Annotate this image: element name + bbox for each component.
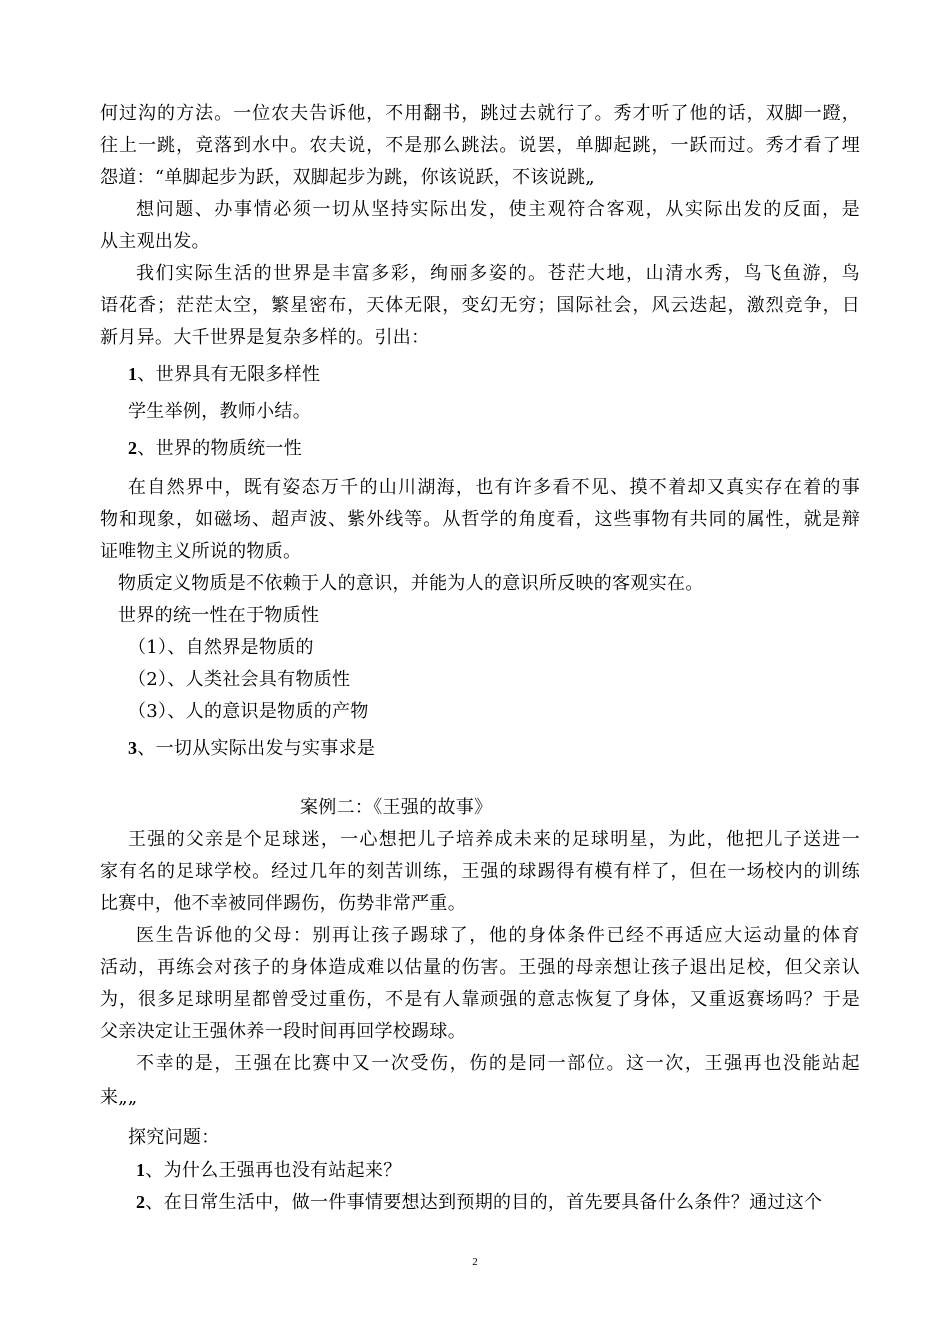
paragraph-line: 王强的父亲是个足球迷，一心想把儿子培养成未来的足球明星，为此，他把儿子送进一 xyxy=(128,829,860,850)
section-heading-2: 2、世界的物质统一性 xyxy=(128,438,303,459)
paragraph-line: 怨道：“单脚起步为跃，双脚起步为跳，你该说跃，不该说跳„ xyxy=(100,167,595,188)
paragraph-line: 来„„ xyxy=(100,1087,138,1108)
case-title: 案例二：《王强的故事》 xyxy=(300,797,493,818)
list-item: （2）、人类社会具有物质性 xyxy=(128,669,351,690)
question-item: 1、为什么王强再也没有站起来？ xyxy=(136,1160,402,1181)
paragraph-line: 医生告诉他的父母：别再让孩子踢球了，他的身体条件已经不再适应大运动量的体育 xyxy=(136,925,860,946)
paragraph-line: 活动，再练会对孩子的身体造成难以估量的伤害。王强的母亲想让孩子退出足校，但父亲认 xyxy=(100,957,860,978)
section-heading-3: 3、一切从实际出发与实事求是 xyxy=(128,738,376,759)
list-item: （3）、人的意识是物质的产物 xyxy=(128,701,369,722)
paragraph-line: 想问题、办事情必须一切从坚持实际出发，使主观符合客观，从实际出发的反面，是 xyxy=(136,199,860,220)
paragraph-line: 我们实际生活的世界是丰富多彩，绚丽多姿的。苍茫大地，山清水秀，鸟飞鱼游，鸟 xyxy=(136,263,860,284)
question-heading: 探究问题： xyxy=(128,1127,220,1148)
paragraph-line: 往上一跳，竟落到水中。农夫说，不是那么跳法。说罢，单脚起跳，一跃而过。秀才看了埋 xyxy=(100,135,860,156)
heading-number: 2 xyxy=(128,438,138,458)
question-number: 2 xyxy=(136,1192,146,1212)
paragraph-line: 从主观出发。 xyxy=(100,231,210,252)
page-number: 2 xyxy=(472,1256,478,1268)
paragraph-line: 不幸的是，王强在比赛中又一次受伤，伤的是同一部位。这一次，王强再也没能站起 xyxy=(136,1053,860,1074)
heading-number: 1 xyxy=(128,364,138,384)
paragraph-line: 语花香；茫茫太空，繁星密布，天体无限，变幻无穷；国际社会，风云迭起，激烈竞争，日 xyxy=(100,295,860,316)
paragraph-line: 物和现象，如磁场、超声波、紫外线等。从哲学的角度看，这些事物有共同的属性，就是辩 xyxy=(100,509,860,530)
paragraph-line: 学生举例，教师小结。 xyxy=(128,401,311,422)
heading-number: 3 xyxy=(128,738,138,758)
paragraph-line: 在自然界中，既有姿态万千的山川湖海，也有许多看不见、摸不着却又真实存在着的事 xyxy=(128,477,860,498)
paragraph-line: 为，很多足球明星都曾受过重伤，不是有人靠顽强的意志恢复了身体，又重返赛场吗？于是 xyxy=(100,989,860,1010)
paragraph-line: 父亲决定让王强休养一段时间再回学校踢球。 xyxy=(100,1021,466,1042)
question-number: 1 xyxy=(136,1160,146,1180)
definition-line: 物质定义物质是不依赖于人的意识，并能为人的意识所反映的客观实在。 xyxy=(118,573,704,594)
paragraph-line: 世界的统一性在于物质性 xyxy=(118,605,320,626)
list-item: （1）、自然界是物质的 xyxy=(128,637,314,658)
paragraph-line: 新月异。大千世界是复杂多样的。引出： xyxy=(100,327,430,348)
section-heading-1: 1、世界具有无限多样性 xyxy=(128,364,321,385)
paragraph-line: 比赛中，他不幸被同伴踢伤，伤势非常严重。 xyxy=(100,893,466,914)
paragraph-line: 证唯物主义所说的物质。 xyxy=(100,541,302,562)
question-item: 2、在日常生活中，做一件事情要想达到预期的目的，首先要具备什么条件？通过这个 xyxy=(136,1192,823,1213)
paragraph-line: 何过沟的方法。一位农夫告诉他，不用翻书，跳过去就行了。秀才听了他的话，双脚一蹬， xyxy=(100,103,860,124)
paragraph-line: 家有名的足球学校。经过几年的刻苦训练，王强的球踢得有模有样了，但在一场校内的训练 xyxy=(100,861,860,882)
